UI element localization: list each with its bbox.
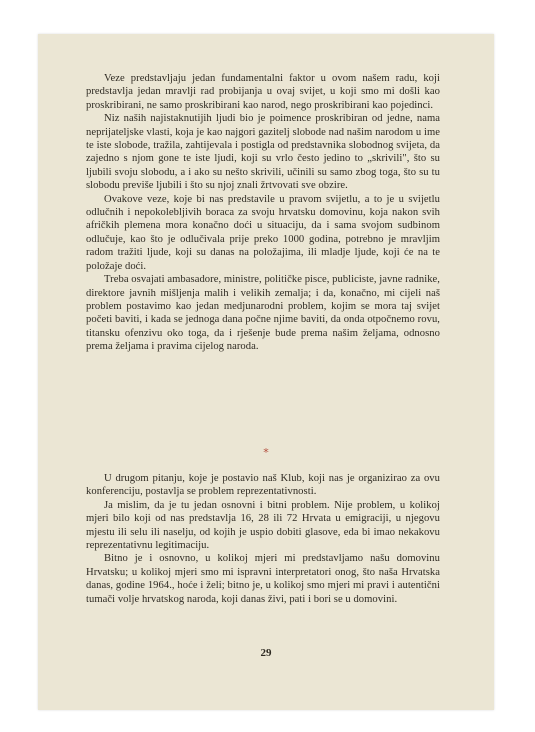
paragraph: Treba osvajati ambasadore, ministre, političke pisce, publiciste, javne radnike, direktore javnih mišljenja malih i velikih zemalja; i da, konačno, mi cijeli naš problem postavimo kao jedan medjunarodni problem, kojim se mora taj svijet početi baviti, i kada se jednoga dana počne njime baviti, da onda otpočnemo rovu, titansku ofenzivu oko toga, da i rješenje bude prema našim željama, odnosno prema željama i pravima cijelog naroda. bbox=[86, 274, 440, 353]
section-1 bbox=[86, 72, 440, 354]
paragraph: Niz naših najistaknutijih ljudi bio je poimence proskribiran od jedne, nama neprijateljske vlasti, koja je kao najgori gazitelj slobode nad našim narodom u ime te iste slobode, tražila, zahtijevala i postigla od predstavnika slobodnog svijeta, da zajedno s njom gone te iste ljudi, koji su vrlo često jedino to „skrivili", što su ljubili svoju slobodu, a i ako su nešto skrivili, učinili su samo zbog toga, što su tu slobodu previše ljubili i što su njoj znali žrtvovati sve obzire. bbox=[86, 113, 440, 192]
page-number: 29 bbox=[260, 647, 272, 659]
section-separator: * bbox=[263, 446, 269, 459]
paragraph: Veze predstavljaju jedan fundamentalni faktor u ovom našem radu, koji predstavlja jedan mravlji rad probijanja u ovaj svijet, u koji smo mi došli kao proskribirani, ne samo proskribirani kao narod, nego proskribirani kao pojedinci. bbox=[86, 73, 440, 111]
paragraph: Ovakove veze, koje bi nas predstavile u pravom svijetlu, a to je u svijetlu odlučnih i nepokolebljivih boraca za svoju hrvatsku domovinu, koja nakon svih afričkih plemena mora konačno doći u situaciju, da i sama svojom sudbinom odlučuje, kao što je odlučivala prije preko 1000 godina, potrebno je mravljim radom tražiti ljude, koji su danas na položajima, ili mladje ljude, koji će na te položaje doći. bbox=[86, 193, 440, 272]
section-2 bbox=[86, 472, 440, 606]
paragraph: U drugom pitanju, koje je postavio naš Klub, koji nas je organizirao za ovu konferenciju, postavlja se problem reprezentativnosti. bbox=[86, 473, 440, 498]
paragraph: Bitno je i osnovno, u kolikoj mjeri mi predstavljamo našu domovinu Hrvatsku; u kolikoj mjeri smo mi ispravni interpretatori onog, što naša Hrvatska danas, godine 1964., hoće i želi; bitno je, u kolikoj smo mjeri mi pravi i autentični tumači volje hrvatskog naroda, koji danas živi, pati i bori se u domovini. bbox=[86, 553, 440, 605]
book-page bbox=[38, 34, 494, 710]
paragraph: Ja mislim, da je tu jedan osnovni i bitni problem. Nije problem, u kolikoj mjeri bilo koji od nas predstavlja 16, 28 ili 72 Hrvata u emigraciji, u njegovu mjestu ili selu ili naselju, od kojih je uspio dobiti glasove, eda bi imao nekakovu reprezentativnu legitimaciju. bbox=[86, 499, 440, 552]
